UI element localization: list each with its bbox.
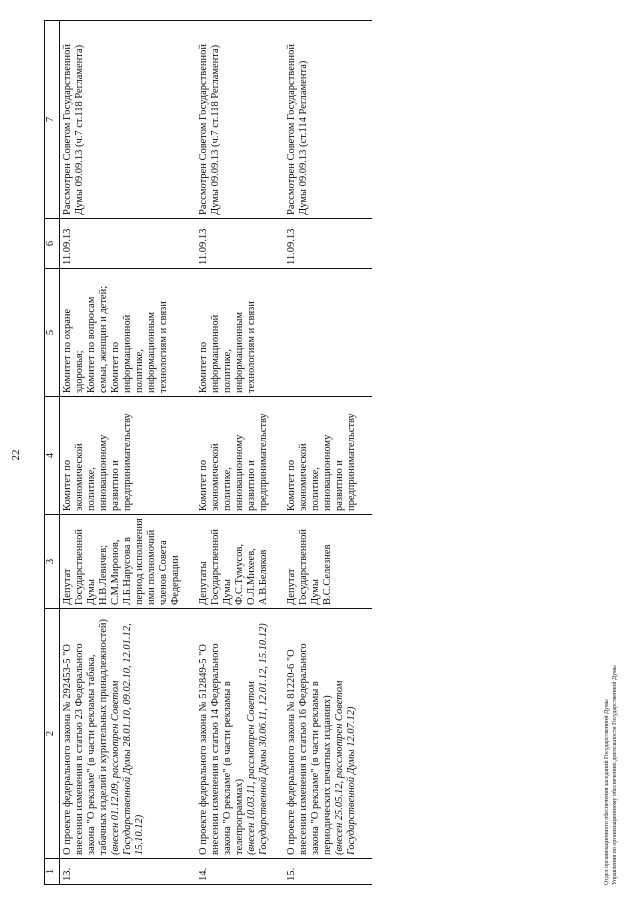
responsible-committee: Комитет по экономической политике, инновационному развитию и предпринимательству xyxy=(196,397,284,515)
page-number: 22 xyxy=(10,449,22,461)
bill-note: (внесен 25.05.12, рассмотрен Советом Государственной Думы 12.07.12) xyxy=(334,680,357,855)
decision-cell: Рассмотрен Советом Государственной Думы 09.09.13 (ч.7 ст.118 Регламента) xyxy=(196,21,284,219)
co-committee: Комитет по вопросам семьи, женщин и детей; xyxy=(86,285,109,393)
co-committees-cell xyxy=(60,269,197,397)
co-committee: Комитет по информационной политике, информационным технологиям и связи xyxy=(198,301,257,393)
column-header: 6 xyxy=(45,219,60,269)
table-row xyxy=(196,21,284,885)
bill-cell xyxy=(284,609,372,859)
date-cell: 11.09.13 xyxy=(196,219,284,269)
bill-title: О проекте федерального закона № 81220-6 "О внесении изменения в статью 16 Федерального закона "О рекламе" (в части рекламы в периодических печатных изданиях) xyxy=(286,643,333,855)
row-number: 13. xyxy=(60,859,197,885)
column-header: 2 xyxy=(45,609,60,859)
bill-cell xyxy=(196,609,284,859)
row-number: 15. xyxy=(284,859,372,885)
bill-note: (внесен 10.03.11, рассмотрен Советом Государственной Думы 30.06.11, 12.01.12, 15.10.12) xyxy=(246,623,269,855)
authors-cell: Депутаты Государственной Думы Ф.С.Тумусов, О.Л.Михеев, А.В.Беляков xyxy=(196,515,284,609)
date-cell: 11.09.13 xyxy=(284,219,372,269)
footer-line: Отдел организационного обеспечения заседаний Государственной Думы xyxy=(604,699,610,885)
column-header: 4 xyxy=(45,397,60,515)
decision-cell: Рассмотрен Советом Государственной Думы 09.09.13 (ч.7 ст.118 Регламента) xyxy=(60,21,197,219)
bill-cell xyxy=(60,609,197,859)
column-header: 1 xyxy=(45,859,60,885)
bill-title: О проекте федерального закона № 512849-5 "О внесении изменения в статью 14 Федерального закона "О рекламе" (в части рекламы в телепрограммах) xyxy=(198,643,245,855)
co-committees-cell xyxy=(284,269,372,397)
date-cell: 11.09.13 xyxy=(60,219,197,269)
co-committees-cell xyxy=(196,269,284,397)
footer-line: Управления по организационному обеспечению деятельности Государственной Думы xyxy=(612,665,618,885)
column-header: 7 xyxy=(45,21,60,219)
column-header: 5 xyxy=(45,269,60,397)
bills-table xyxy=(44,20,372,885)
co-committee: Комитет по информационной политике, информационным технологиям и связи xyxy=(110,301,169,393)
responsible-committee: Комитет по экономической политике, инновационному развитию и предпринимательству xyxy=(60,397,197,515)
row-number: 14. xyxy=(196,859,284,885)
responsible-committee: Комитет по экономической политике, инновационному развитию и предпринимательству xyxy=(284,397,372,515)
bill-title: О проекте федерального закона № 292453-5 "О внесении изменения в статью 23 Федерального закона "О рекламе" (в части рекламы табака, табачных изделий и курительных принадлежностей) xyxy=(62,618,109,855)
footer xyxy=(603,185,619,885)
co-committee: Комитет по охране здоровья; xyxy=(62,308,85,393)
column-number-header xyxy=(45,21,60,885)
decision-cell: Рассмотрен Советом Государственной Думы 09.09.13 (ст.114 Регламента) xyxy=(284,21,372,219)
bill-note: (внесен 01.12.09, рассмотрен Советом Государственной Думы 28.01.10, 09.02.10, 12.01.12, 15.10.12) xyxy=(110,623,145,855)
authors-cell: Депутат Государственной Думы Н.В.Левичев; С.М.Миронов, Л.Б.Нарусова в период исполнения ими полномочий членов Совета Федерации xyxy=(60,515,197,609)
authors-cell: Депутат Государственной Думы В.С.Селезнев xyxy=(284,515,372,609)
table-row xyxy=(284,21,372,885)
table-row xyxy=(60,21,197,885)
column-header: 3 xyxy=(45,515,60,609)
